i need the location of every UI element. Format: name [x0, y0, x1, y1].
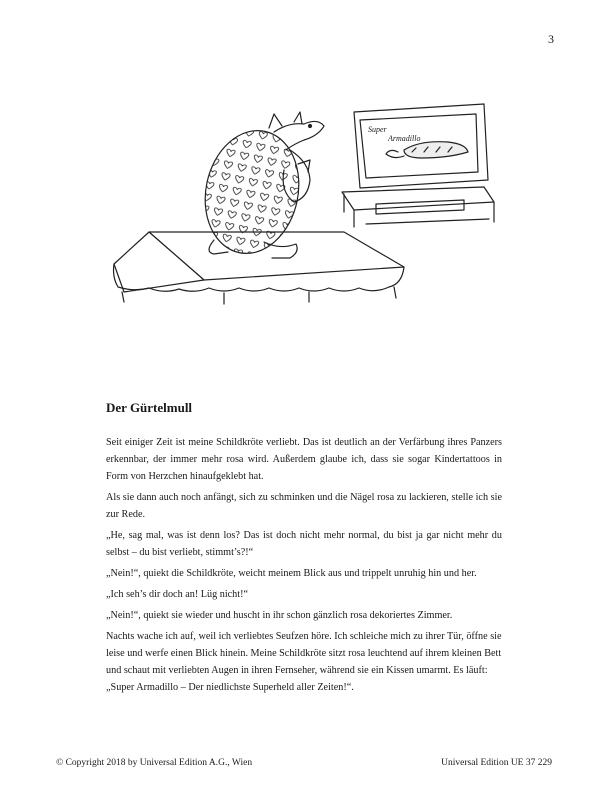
tv-text-line1: Super	[368, 125, 387, 134]
paragraph: „Nein!“, quiekt sie wieder und huscht in ihr schon gänzlich rosa dekoriertes Zimmer.	[106, 610, 453, 621]
turtle-watching-tv-illustration	[104, 92, 504, 322]
edition-number: Universal Edition UE 37 229	[441, 758, 552, 768]
paragraph: Als sie dann auch noch anfängt, sich zu schminken und die Nägel rosa zu lackieren, stelle ich sie zur Rede.	[106, 492, 502, 520]
page-number: 3	[548, 32, 554, 46]
tv	[354, 104, 488, 188]
paragraph: Seit einiger Zeit ist meine Schildkröte verliebt. Das ist deutlich an der Verfärbung ihres Panzers erkennbar, der immer mehr rosa wird. Außerdem glaube ich, dass sie sogar Kindertattoos in Form von Herzchen hinaufgeklebt hat.	[106, 437, 502, 482]
copyright-notice: © Copyright 2018 by Universal Edition A.G., Wien	[56, 758, 253, 768]
tv-text-line2: Armadillo	[388, 134, 421, 143]
paragraph: „Nein!“, quiekt die Schildkröte, weicht meinem Blick aus und trippelt unruhig hin und her.	[106, 568, 477, 579]
paragraph: „He, sag mal, was ist denn los? Das ist doch nicht mehr normal, du bist ja gar nicht mehr du selbst – du bist verliebt, stimmt’s?!“	[106, 530, 502, 558]
tv-stand	[342, 187, 494, 227]
paragraph: Nachts wache ich auf, weil ich verliebtes Seufzen höre. Ich schleiche mich zu ihrer Tür, öffne sie leise und werfe einen Blick hinein. Meine Schildkröte sitzt rosa leuchtend auf ihrem kleinen Bett und schaut mit verliebten Augen in ihren Fernseher, während sie ein Kissen umarmt. Es läuft: „Super Armadillo – Der niedlichste Superheld aller Zeiten!“.	[106, 631, 502, 693]
story-title: Der Gürtelmull	[106, 400, 193, 415]
paragraph: „Ich seh’s dir doch an! Lüg nicht!“	[106, 589, 249, 600]
story-body	[106, 434, 502, 700]
